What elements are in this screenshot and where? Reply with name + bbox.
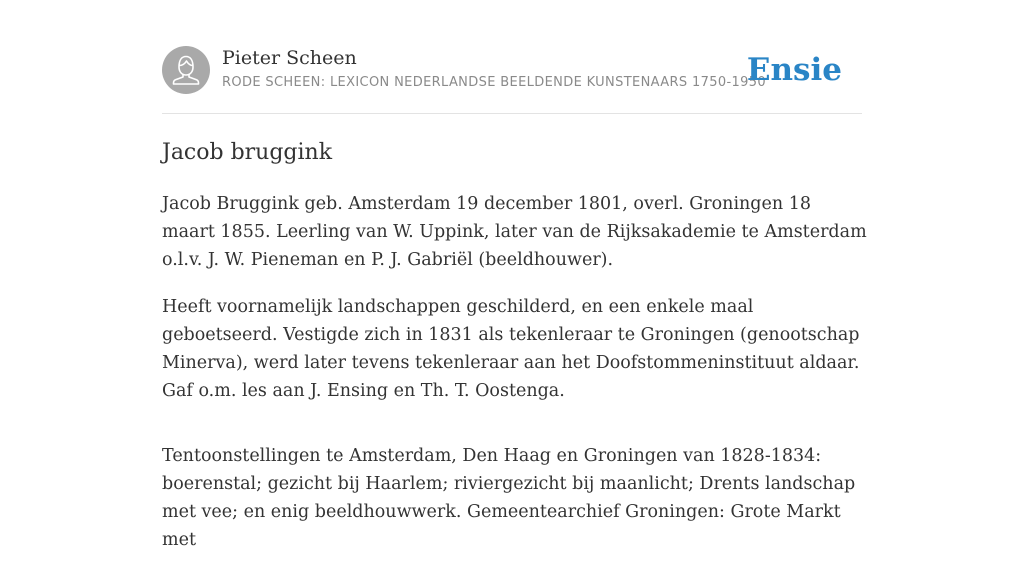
author-name[interactable]: Pieter Scheen — [222, 47, 357, 69]
article-paragraph: Tentoonstellingen te Amsterdam, Den Haag en Groningen van 1828-1834: boerenstal; gezicht bij Haarlem; riviergezicht bij maanlicht; Drents landschap met vee; en enig beeldhouwwerk. Gemeentearchief Groningen: Grote Markt met — [162, 446, 856, 550]
author-avatar[interactable] — [162, 46, 210, 94]
article-paragraph: Jacob Bruggink geb. Amsterdam 19 december 1801, overl. Groningen 18 maart 1855. Leerling van W. Uppink, later van de Rijksakademie te Amsterdam o.l.v. J. W. Pieneman en P. J. Gabriël (beeldhouwer). — [162, 194, 867, 270]
article-body — [162, 190, 868, 573]
article-header — [162, 46, 862, 114]
article-title: Jacob bruggink — [162, 140, 333, 165]
article-paragraph: Heeft voornamelijk landschappen geschilderd, en een enkele maal geboetseerd. Vestigde zich in 1831 als tekenleraar te Groningen (genootschap Minerva), werd later tevens tekenleraar aan het Doofstommeninstituut aldaar. Gaf o.m. les aan J. Ensing en Th. T. Oostenga. — [162, 297, 860, 401]
ensie-logo[interactable]: Ensie — [746, 52, 842, 88]
source-publication[interactable]: RODE SCHEEN: LEXICON NEDERLANDSE BEELDENDE KUNSTENAARS 1750-1950 — [222, 75, 766, 90]
user-silhouette-icon — [162, 46, 210, 94]
